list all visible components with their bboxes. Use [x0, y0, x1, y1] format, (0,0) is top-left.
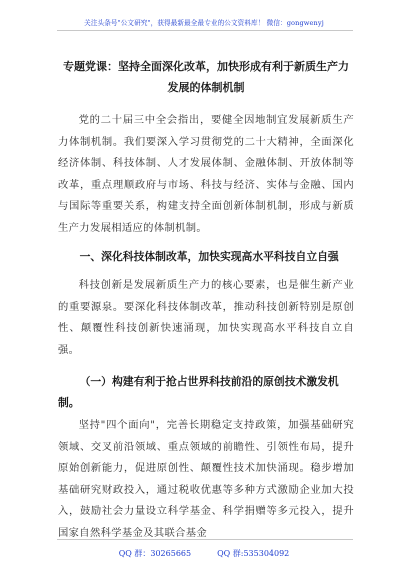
section-1-paragraph: 科技创新是发展新质生产力的核心要素，也是催生新产业的重要源泉。要深化科技体制改革，推动科技创新特别是原创性、颠覆性科技创新快速涌现，加快实现高水平科技自立自强。: [58, 279, 354, 356]
subsection-heading-1: （一）构建有利于抢占世界科技前沿的原创技术激发机制。: [58, 375, 339, 409]
subsection-1-paragraph: 坚持"四个面向"，完善长期稳定支持政策，加强基础研究领域、交叉前沿领域、重点领域的前瞻性、引领性布局，提升原始创新能力，促进原创性、颠覆性技术加快涌现。稳步增加基础研究财政投入，通过税收优惠等多种方式激励企业加大投入，鼓励社会力量设立科学基金、科学捐赠等多元投入，提升国家自然科学基金及其联合基金: [58, 419, 354, 539]
section-heading-1: 一、深化科技体制改革，加快实现高水平科技自立自强: [79, 250, 339, 263]
page-header: [0, 0, 408, 30]
footer-divider: [57, 539, 353, 540]
footer-contact: [0, 548, 408, 559]
header-divider: [57, 30, 353, 31]
document-body: [58, 56, 354, 544]
header-promo-text: 关注头条号"公文研究"，获得最新最全最专业的公文资料库！ 微信：gongwenyj: [84, 19, 324, 27]
footer-qq-group-1: QQ 群：30265665: [118, 549, 192, 558]
document-title: 专题党课：坚持全面深化改革，加快形成有利于新质生产力发展的体制机制: [63, 60, 349, 94]
intro-paragraph: 党的二十届三中全会指出，要健全因地制宜发展新质生产力体制机制。我们要深入学习贯彻党的二十大精神，全面深化经济体制、科技体制、人才发展体制、金融体制、开放体制等改革，重点理顺政府与市场、科技与经济、实体与金融、国内与国际等重要关系，构建支持全面创新体制机制，形成与新质生产力发展相适应的体制机制。: [58, 114, 354, 234]
page-footer: [0, 539, 408, 580]
footer-qq-group-2: QQ 群:535304092: [217, 549, 290, 558]
